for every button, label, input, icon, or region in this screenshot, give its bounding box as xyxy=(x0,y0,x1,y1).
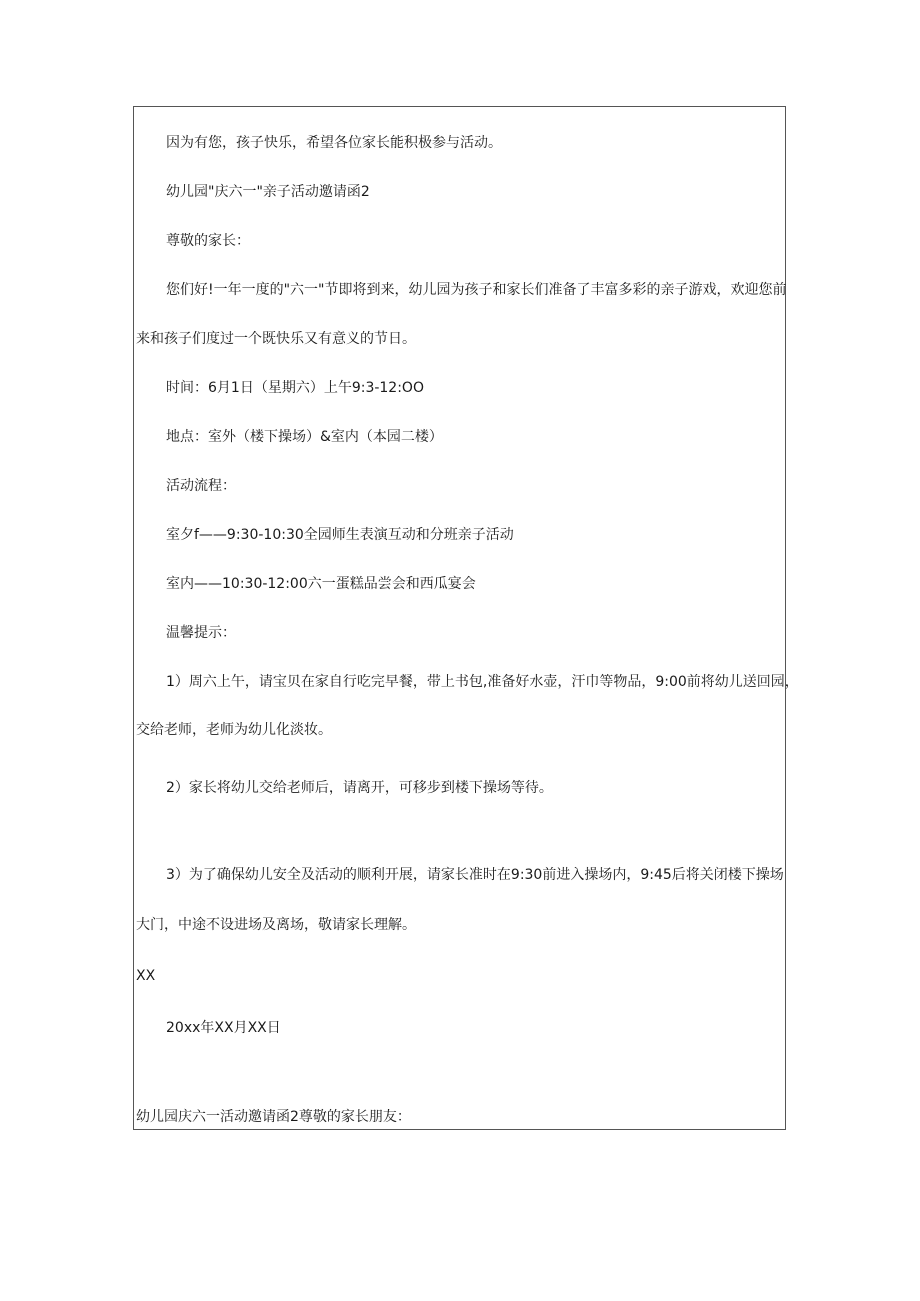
tip-3-line2: 大门，中途不设进场及离场，敬请家长理解。 xyxy=(136,917,416,933)
salutation: 尊敬的家长： xyxy=(166,233,250,249)
next-letter-heading: 幼儿园庆六一活动邀请函2尊敬的家长朋友： xyxy=(136,1109,411,1125)
event-location: 地点：室外（楼下操场）&室内（本园二楼） xyxy=(166,429,443,445)
signature-name: XX xyxy=(136,968,156,984)
tip-1-line2: 交给老师，老师为幼儿化淡妆。 xyxy=(136,722,332,738)
letter-title: 幼儿园"庆六一"亲子活动邀请函2 xyxy=(166,184,370,200)
tips-heading: 温馨提示： xyxy=(166,625,236,641)
tip-3-line1: 3）为了确保幼儿安全及活动的顺利开展，请家长准时在9:30前进入操场内，9:45后将关闭楼下操场 xyxy=(166,867,784,883)
paragraph-greeting-line1: 您们好!一年一度的"六一"节即将到来，幼儿园为孩子和家长们准备了丰富多彩的亲子游戏，欢迎您前 xyxy=(166,282,787,298)
signature-date: 20xx年XX月XX日 xyxy=(166,1020,281,1036)
tip-1-line1: 1）周六上午，请宝贝在家自行吃完早餐，带上书包,准备好水壶，汗巾等物品，9:00前将幼儿送回园， xyxy=(166,674,799,690)
tip-2: 2）家长将幼儿交给老师后，请离开，可移步到楼下操场等待。 xyxy=(166,780,553,796)
schedule-heading: 活动流程： xyxy=(166,478,236,494)
page-border xyxy=(133,106,786,1130)
schedule-indoor: 室内——10:30-12:00六一蛋糕品尝会和西瓜宴会 xyxy=(166,576,476,592)
paragraph-greeting-line2: 来和孩子们度过一个既快乐又有意义的节日。 xyxy=(136,331,416,347)
event-time: 时间：6月1日（星期六）上午9:3-12:OO xyxy=(166,380,424,396)
paragraph-closing-thanks: 因为有您，孩子快乐，希望各位家长能积极参与活动。 xyxy=(166,135,502,151)
schedule-outdoor: 室夕f——9:30-10:30全园师生表演互动和分班亲子活动 xyxy=(166,527,514,543)
